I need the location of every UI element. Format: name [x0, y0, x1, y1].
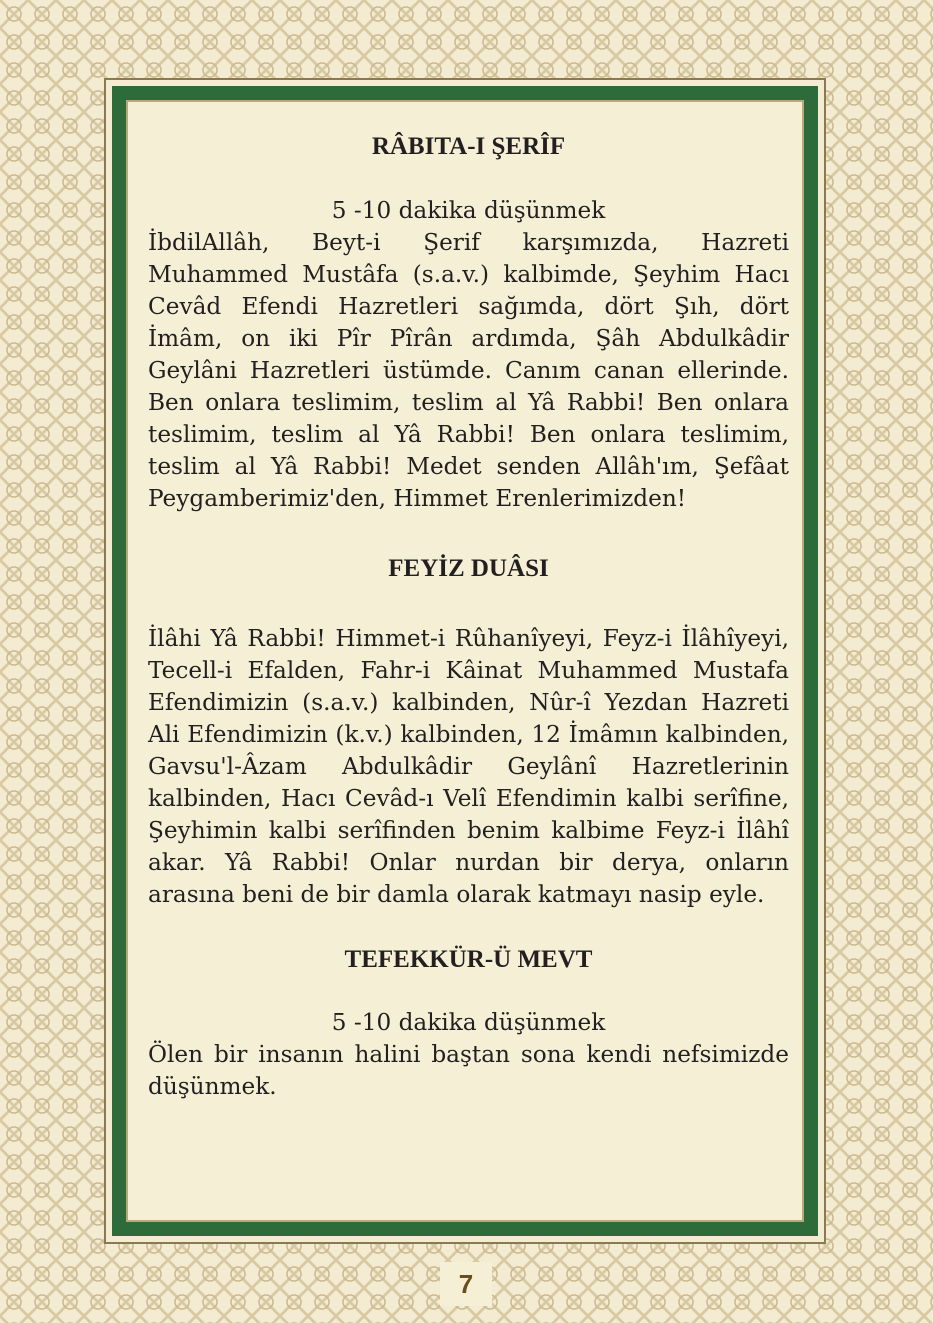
section-title-feyiz: FEYİZ DUÂSI	[388, 555, 549, 582]
section-body-feyiz: İlâhi Yâ Rabbi! Himmet-i Rûhanîyeyi, Feyz-i İlâhîyeyi, Tecell-i Efalden, Fahr-i Kâinat Muhammed Mustafa Efendimizin (s.a.v.) kalbinden, Nûr-î Yezdan Hazreti Ali Efendimizin (k.v.) kalbinden, 12 İmâmın kalbinden, Gavsu'l-Âzam Abdulkâdir Geylânî Hazretlerinin kalbinden, Hacı Cevâd-ı Velî Efendimin kalbi serîfine, Şeyhimin kalbi serîfinden benim kalbime Feyz-i İlâhî akar. Yâ Rabbi! Onlar nurdan bir derya, onların arasına beni de bir damla olarak katmayı nasip eyle.	[148, 625, 789, 908]
section-body-rabita: İbdilAllâh, Beyt-i Şerif karşımızda, Hazreti Muhammed Mustâfa (s.a.v.) kalbimde, Şeyhim Hacı Cevâd Efendi Hazretleri sağımda, dört Şıh, dört İmâm, on iki Pîr Pîrân ardımda, Şâh Abdulkâdir Geylâni Hazretleri üstümde. Canım canan ellerinde. Ben onlara teslimim, teslim al Yâ Rabbi! Ben onlara teslimim, teslim al Yâ Rabbi! Ben onlara teslimim, teslim al Yâ Rabbi! Medet senden Allâh'ım, Şefâat Peygamberimiz'den, Himmet Erenlerimizden!	[148, 229, 789, 512]
section-title-rabita: RÂBITA-I ŞERÎF	[371, 133, 566, 160]
page-number: 7	[440, 1262, 492, 1306]
section-body-tefekkur: Ölen bir insanın halini baştan sona kendi nefsimizde düşünmek.	[148, 1041, 789, 1100]
page-content	[148, 128, 789, 1103]
section-title-tefekkur: TEFEKKÜR-Ü MEVT	[344, 946, 593, 973]
section-subtitle-tefekkur: 5 -10 dakika düşünmek	[331, 1009, 606, 1036]
section-subtitle-rabita: 5 -10 dakika düşünmek	[331, 197, 606, 224]
